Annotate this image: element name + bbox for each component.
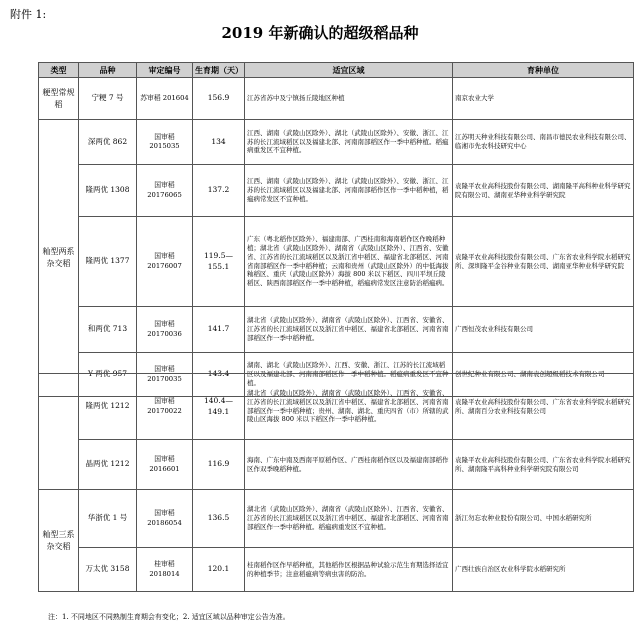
- header-approval-code: 审定编号: [137, 63, 193, 78]
- suitable-region: 湖北省（武陵山区除外）、湖南省（武陵山区除外）、江西省、安徽省、江苏省的长江流域稻区以及浙江省中稻区、福建省北部稻区、河南省南部稻区作一季中稻种植。稻瘟病重发区不宜种植。: [245, 490, 453, 548]
- footnote: 注：1. 不同地区不同熟制生育期会有变化；2. 适宜区域以品种审定公告为准。: [48, 613, 290, 621]
- header-variety: 品种: [79, 63, 137, 78]
- variety-name: 晶两优 1212: [79, 440, 137, 490]
- type-cell: 籼型三系杂交稻: [39, 490, 79, 592]
- variety-name: 隆两优 1212: [79, 374, 137, 440]
- growth-period: 136.5: [193, 490, 245, 548]
- suitable-region: 江西、湖南（武陵山区除外）、湖北（武陵山区除外）、安徽、浙江、江苏的长江流域稻区以及福建北部、河南南部稻区作一季中稻种植。稻瘟病重发区不宜种植。: [245, 120, 453, 165]
- breeding-unit: 南京农业大学: [453, 78, 634, 120]
- approval-code: 苏审稻 201604: [137, 78, 193, 120]
- suitable-region: 江西、湖南（武陵山区除外）、湖北（武陵山区除外）、安徽、浙江、江苏的长江流域稻区以及福建北部、河南南部稻作区作一季中稻种植，稻瘟病常发区不宜种植。: [245, 165, 453, 217]
- growth-period: 140.4—149.1: [193, 374, 245, 440]
- breeding-unit: 袁隆平农业高科技股份有限公司、湖南隆平高科种业科学研究院有限公司、湖南亚华种业科学研究院: [453, 165, 634, 217]
- suitable-region: 湖南、湖北（武陵山区除外）、江西、安徽、浙江、江苏的长江流域稻区以及福建北部、河南南部稻区作一季中稻种植。稻瘟病重发区不宜种植。: [245, 353, 453, 397]
- approval-code: 国审稻 20176065: [137, 165, 193, 217]
- table-row: [39, 120, 634, 165]
- table-header-row: [39, 63, 634, 78]
- header-type: 类型: [39, 63, 79, 78]
- variety-name: 华浙优 1 号: [79, 490, 137, 548]
- approval-code: 国审稻 2016601: [137, 440, 193, 490]
- type-cell: [39, 374, 79, 490]
- header-suitable-region: 适宜区域: [245, 63, 453, 78]
- table-row: [39, 374, 634, 440]
- approval-code: 国审稻 20170035: [137, 353, 193, 397]
- type-cell: 粳型常规稻: [39, 78, 79, 120]
- table-row: [39, 165, 634, 217]
- growth-period: 156.9: [193, 78, 245, 120]
- suitable-region: 湖北省（武陵山区除外）、湖南省（武陵山区除外）、江西省、安徽省、江苏省的长江流域稻区以及浙江省中稻区、福建省北部稻区、河南省南部稻区作一季中稻种植。: [245, 307, 453, 353]
- variety-name: Y 两优 957: [79, 353, 137, 397]
- document-title: 2019 年新确认的超级稻品种: [221, 24, 419, 42]
- header-growth-period: 生育期（天）: [193, 63, 245, 78]
- growth-period: 143.4: [193, 353, 245, 397]
- variety-name: 隆两优 1377: [79, 217, 137, 307]
- breeding-unit: 创世纪种业有限公司、湖南袁创超级稻技术有限公司: [453, 353, 634, 397]
- table-row: [39, 490, 634, 548]
- variety-name: 深两优 862: [79, 120, 137, 165]
- table-row: [39, 217, 634, 307]
- breeding-unit: 袁隆平农业高科技股份有限公司、广东省农业科学院水稻研究所、深圳隆平金谷种业有限公司、湖南亚华种业科学研究院: [453, 217, 634, 307]
- table-row: [39, 548, 634, 592]
- varieties-table-part2: [38, 373, 634, 592]
- suitable-region: 广东（粤北稻作区除外）、福建南部、广西桂南和海南稻作区作晚稻种植；湖北省（武陵山区除外）、湖南省（武陵山区除外）、江西省、安徽省、江苏省的长江流域稻区以及浙江省中稻区、福建省北部稻区、河南省南部稻区作一季中稻种植；云南和贵州（武陵山区除外）的中低海拔籼稻区、重庆（武陵山区除外）海拔 800 米以下稻区、四川平坝丘陵稻区、陕西南部稻区作一季中稻种植，稻瘟病常发区注意防治稻瘟病。: [245, 217, 453, 307]
- table-row: [39, 440, 634, 490]
- growth-period: 137.2: [193, 165, 245, 217]
- growth-period: 134: [193, 120, 245, 165]
- variety-name: 万太优 3158: [79, 548, 137, 592]
- suitable-region: 桂南稻作区作早稻种植，其他稻作区根据品种试验示范生育期选择适宜的种植季节；注意稻瘟病等病虫害的防治。: [245, 548, 453, 592]
- growth-period: 141.7: [193, 307, 245, 353]
- suitable-region: 江苏省苏中及宁镇扬丘陵地区种植: [245, 78, 453, 120]
- approval-code: 桂审稻 2018014: [137, 548, 193, 592]
- breeding-unit: 袁隆平农业高科技股份有限公司、广东省农业科学院水稻研究所、湖南百分农业科技有限公司: [453, 374, 634, 440]
- growth-period: 120.1: [193, 548, 245, 592]
- type-cell: 籼型两系杂交稻: [39, 120, 79, 397]
- breeding-unit: 广西壮族自治区农业科学院水稻研究所: [453, 548, 634, 592]
- suitable-region: 海南、广东中南及西南平原稻作区、广西桂南稻作区以及福建南部稻作区作双季晚稻种植。: [245, 440, 453, 490]
- approval-code: 国审稻 20170022: [137, 374, 193, 440]
- breeding-unit: 江苏明天种业科技有限公司、南昌市德民农业科技有限公司、临湘市先农科技研究中心: [453, 120, 634, 165]
- table-row: [39, 307, 634, 353]
- variety-name: 隆两优 1308: [79, 165, 137, 217]
- varieties-table-part1: [38, 62, 634, 397]
- approval-code: 国审稻 20176007: [137, 217, 193, 307]
- suitable-region: 湖北省（武陵山区除外）、湖南省（武陵山区除外）、江西省、安徽省、江苏省的长江流域稻区以及浙江省中稻区、福建省北部稻区、河南省南部稻区作一季中稻种植；贵州、湖南、湖北、重庆四省（市）所辖的武陵山区海拔 800 米以下稻区作一季中稻种植。: [245, 374, 453, 440]
- approval-code: 国审稻 2015035: [137, 120, 193, 165]
- growth-period: 116.9: [193, 440, 245, 490]
- header-breeding-unit: 育种单位: [453, 63, 634, 78]
- variety-name: 和两优 713: [79, 307, 137, 353]
- attachment-label: 附件 1:: [10, 8, 47, 21]
- table-row: [39, 78, 634, 120]
- approval-code: 国审稻 20186054: [137, 490, 193, 548]
- growth-period: 119.5—155.1: [193, 217, 245, 307]
- variety-name: 宁粳 7 号: [79, 78, 137, 120]
- breeding-unit: 广西恒茂农业科技有限公司: [453, 307, 634, 353]
- approval-code: 国审稻 20170036: [137, 307, 193, 353]
- breeding-unit: 袁隆平农业高科技股份有限公司、广东省农业科学院水稻研究所、湖南隆平高科种业科学研究院有限公司: [453, 440, 634, 490]
- breeding-unit: 浙江勿忘农种业股份有限公司、中国水稻研究所: [453, 490, 634, 548]
